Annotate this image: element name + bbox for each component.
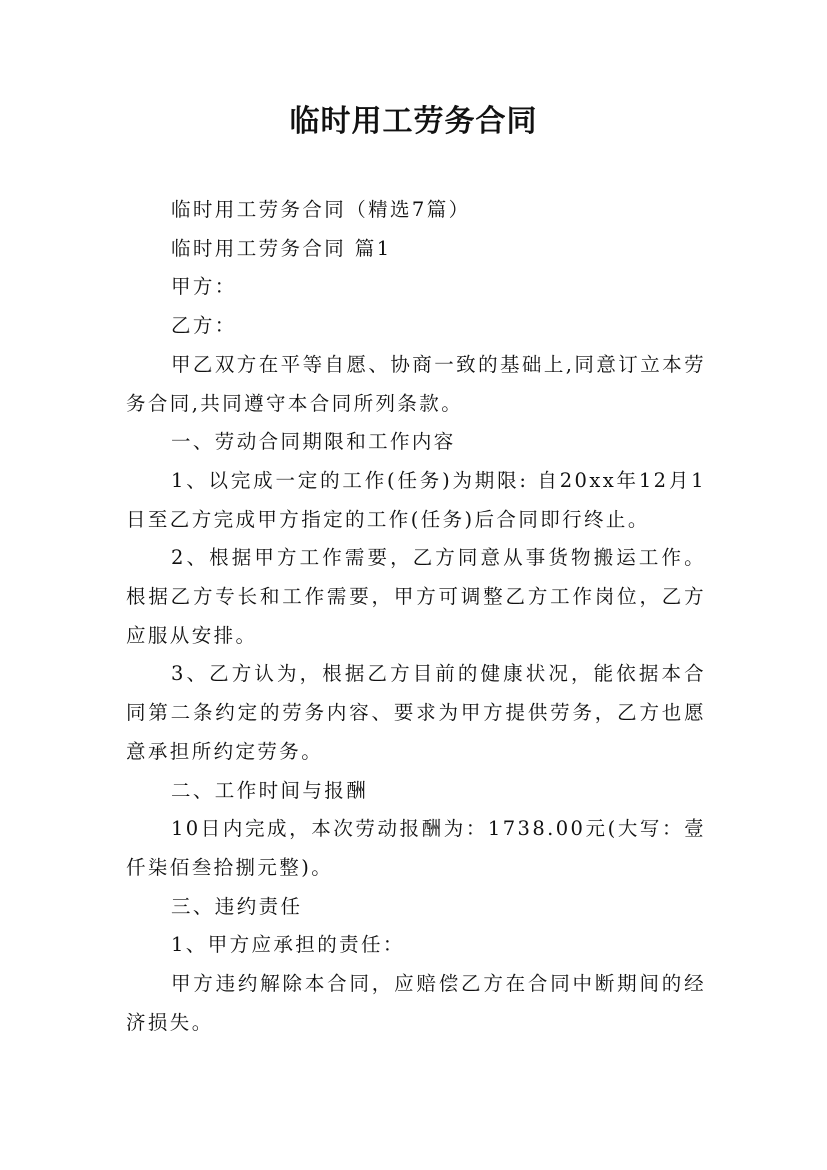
paragraph-preamble: 甲乙双方在平等自愿、协商一致的基础上,同意订立本劳务合同,共同遵守本合同所列条款。 xyxy=(126,352,706,415)
paragraph-party-a-duty: 1、甲方应承担的责任： xyxy=(171,933,405,957)
section-heading-liability: 三、违约责任 xyxy=(171,894,303,918)
document-title: 临时用工劳务合同 xyxy=(289,104,538,139)
document-body xyxy=(126,191,706,1042)
paragraph-article-heading: 临时用工劳务合同 篇1 xyxy=(171,236,392,260)
paragraph-party-b: 乙方： xyxy=(171,314,237,338)
paragraph-clause-3: 3、乙方认为，根据乙方目前的健康状况，能依据本合同第二条约定的劳务内容、要求为甲方提供劳务，乙方也愿意承担所约定劳务。 xyxy=(126,662,706,763)
paragraph-party-a: 甲方： xyxy=(171,275,237,299)
paragraph-clause-1: 1、以完成一定的工作(任务)为期限: 自20xx年12月1日至乙方完成甲方指定的工作(任务)后合同即行终止。 xyxy=(126,468,706,531)
section-heading-term: 一、劳动合同期限和工作内容 xyxy=(171,430,456,454)
paragraph-payment: 10日内完成，本次劳动报酬为：1738.00元(大写：壹仟柒佰叁拾捌元整)。 xyxy=(126,817,706,879)
paragraph-collection-title: 临时用工劳务合同（精选7篇） xyxy=(171,198,471,221)
paragraph-clause-2: 2、根据甲方工作需要，乙方同意从事货物搬运工作。根据乙方专长和工作需要，甲方可调整乙方工作岗位，乙方应服从安排。 xyxy=(126,546,706,647)
section-heading-pay: 二、工作时间与报酬 xyxy=(171,778,369,802)
paragraph-breach: 甲方违约解除本合同，应赔偿乙方在合同中断期间的经济损失。 xyxy=(126,972,706,1034)
